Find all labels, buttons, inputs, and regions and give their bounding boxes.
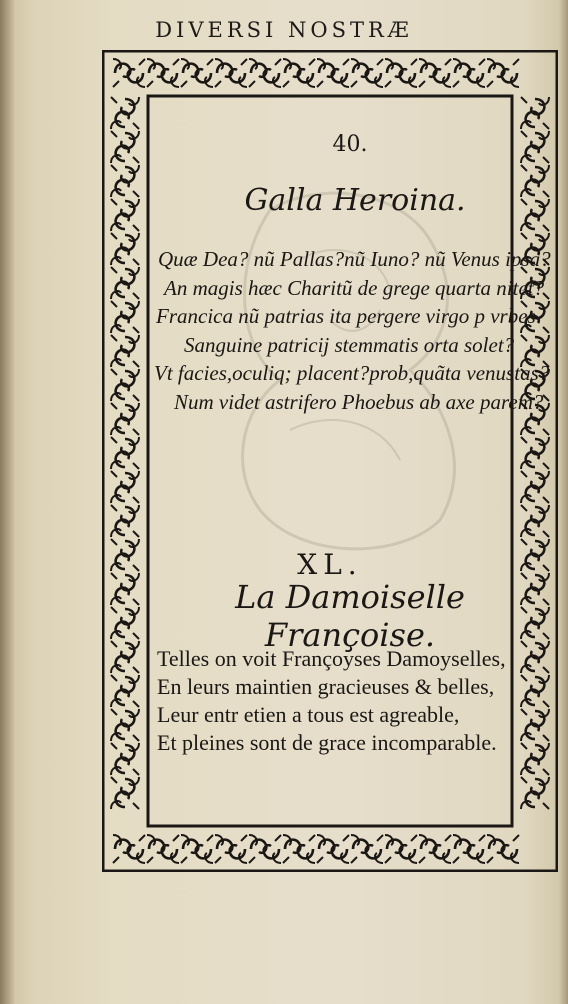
emblem-numeral: XL.: [297, 548, 363, 581]
poem-line: An magis hæc Charitũ de grege quarta nitet?: [164, 275, 545, 300]
page-gutter: [0, 0, 14, 1004]
french-poem-title: La Damoiselle Françoise.: [235, 578, 465, 654]
folio-number: 40.: [332, 132, 368, 157]
poem-line: Quæ Dea? nũ Pallas?nũ Iuno? nũ Venus ipsa?: [158, 247, 551, 271]
latin-poem: [150, 245, 550, 416]
poem-line: En leurs maintien gracieuses & belles,: [157, 674, 495, 699]
poem-line: Et pleines sont de grace incomparable.: [157, 730, 497, 755]
poem-line: Leur entr etien a tous est agreable,: [157, 702, 460, 727]
poem-line: Francica nũ patrias ita pergere virgo p vrbes: [156, 304, 536, 328]
poem-line: Vt facies,oculiq; placent?prob,quãta venustas?: [154, 361, 550, 385]
latin-poem-title: Galla Heroina.: [244, 183, 466, 218]
page-edge: [558, 0, 568, 1004]
poem-line: Telles on voit Françoyses Damoyselles,: [157, 646, 506, 671]
poem-line: Num videt astrifero Phoebus ab axe parem?: [174, 389, 544, 414]
french-poem: [157, 645, 552, 757]
poem-line: Sanguine patricij stemmatis orta solet?: [184, 332, 515, 357]
running-head: DIVERSI NOSTRÆ: [155, 18, 413, 42]
